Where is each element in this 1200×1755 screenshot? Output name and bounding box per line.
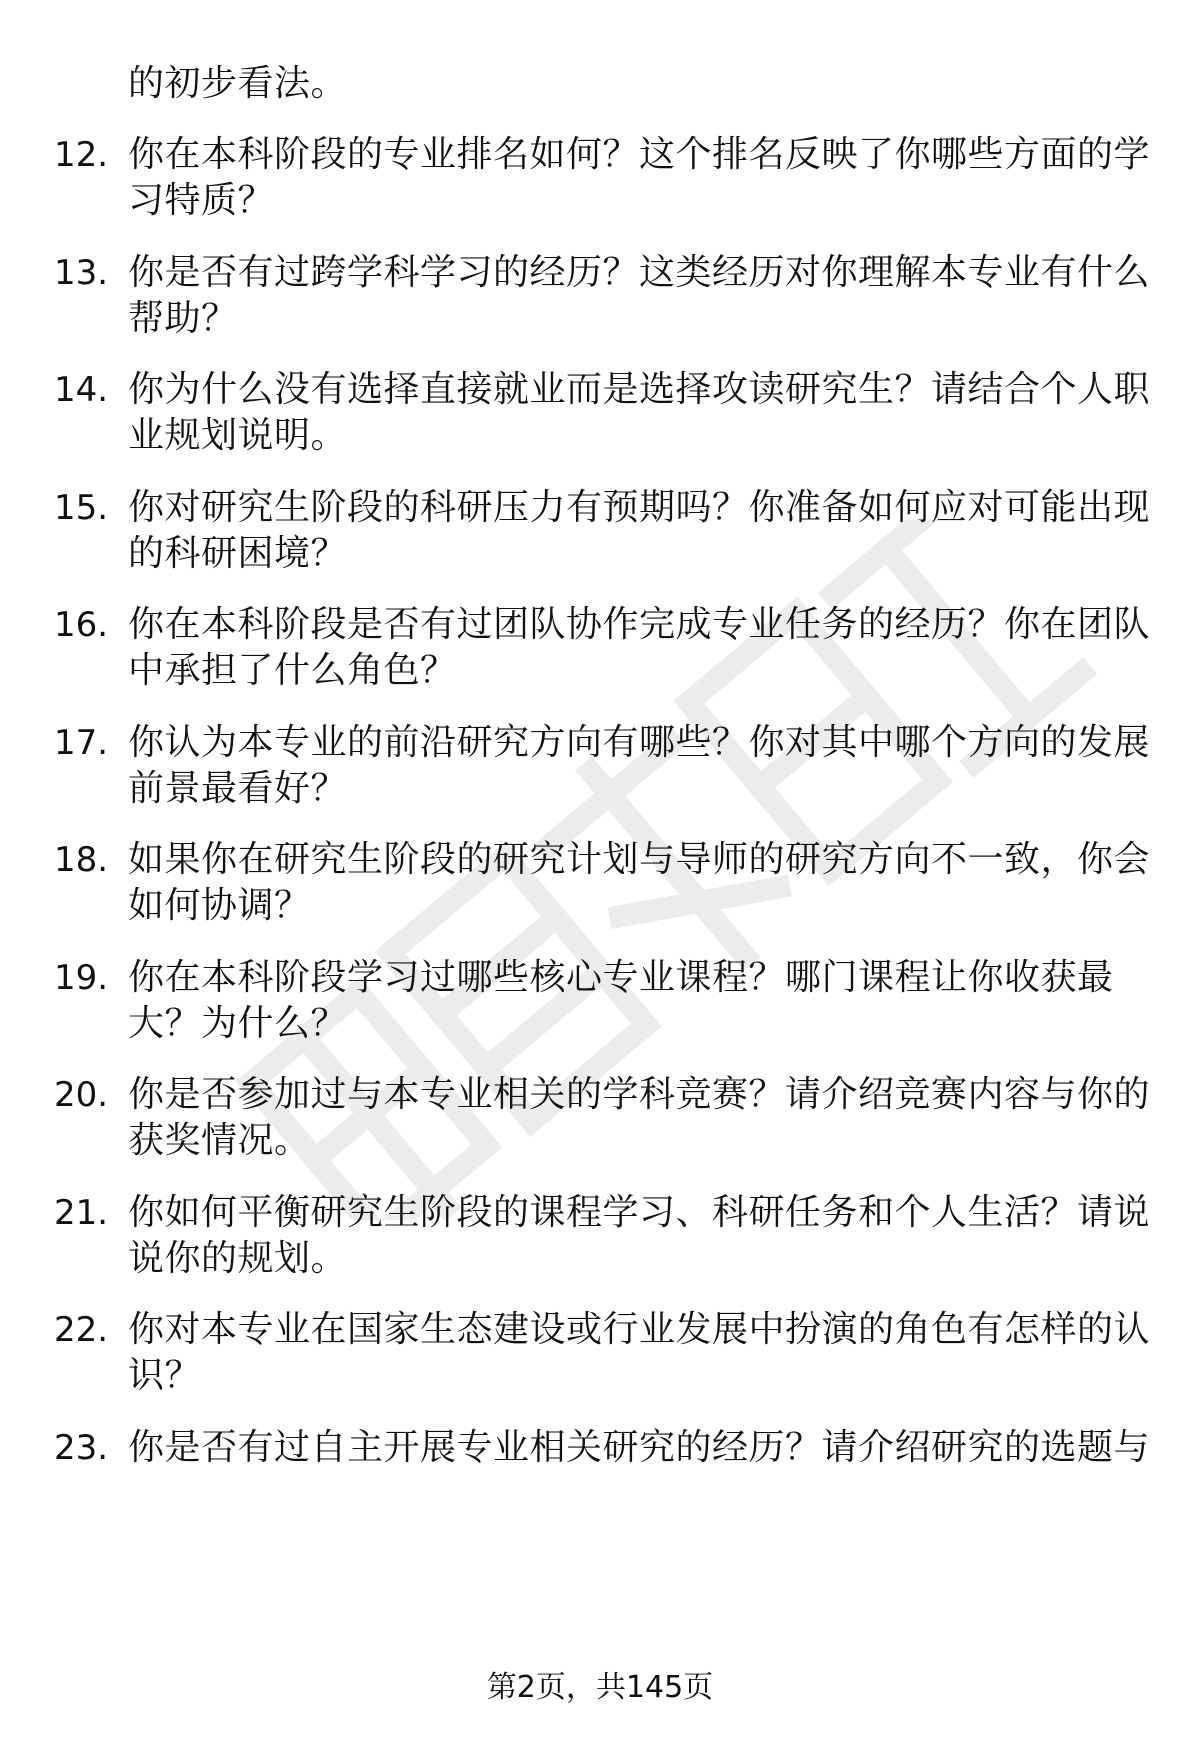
item-text-line: 你认为本专业的前沿研究方向有哪些？你对其中哪个方向的发展	[128, 722, 1151, 763]
item-number: 13.	[54, 253, 109, 293]
item-text-line: 大？为什么？	[128, 1003, 348, 1044]
item-number: 23.	[54, 1428, 109, 1468]
item-number: 12.	[54, 135, 109, 175]
item-number: 20.	[54, 1075, 109, 1115]
item-text-line: 你是否有过自主开展专业相关研究的经历？请介绍研究的选题与	[128, 1427, 1151, 1468]
item-text-line: 你如何平衡研究生阶段的课程学习、科研任务和个人生活？请说	[128, 1192, 1151, 1233]
item-text-line: 你是否参加过与本专业相关的学科竞赛？请介绍竞赛内容与你的	[128, 1074, 1151, 1115]
item-text-line: 说你的规划。	[128, 1238, 348, 1279]
item-text-line: 你为什么没有选择直接就业而是选择攻读研究生？请结合个人职	[128, 369, 1151, 410]
item-text-line: 你在本科阶段的专业排名如何？这个排名反映了你哪些方面的学	[128, 134, 1151, 175]
item-text-line: 如何协调？	[128, 885, 311, 926]
item-number: 19.	[54, 958, 109, 998]
item-number: 22.	[54, 1310, 109, 1350]
continuation-text: 的初步看法。	[128, 63, 348, 104]
item-text-line: 获奖情况。	[128, 1120, 311, 1161]
item-text-line: 如果你在研究生阶段的研究计划与导师的研究方向不一致，你会	[128, 839, 1151, 880]
item-text-line: 中承担了什么角色？	[128, 650, 457, 691]
item-number: 18.	[54, 840, 109, 880]
item-text-line: 你是否有过跨学科学习的经历？这类经历对你理解本专业有什么	[128, 252, 1151, 293]
item-number: 17.	[54, 723, 109, 763]
item-text-line: 帮助？	[128, 298, 238, 339]
item-number: 14.	[54, 370, 109, 410]
item-number: 16.	[54, 605, 109, 645]
item-text-line: 业规划说明。	[128, 415, 348, 456]
page-footer: 第2页，共145页	[486, 1670, 714, 1705]
item-text-line: 前景最看好？	[128, 768, 348, 809]
item-text-line: 的科研困境？	[128, 533, 348, 574]
item-number: 21.	[54, 1193, 109, 1233]
item-number: 15.	[54, 488, 109, 528]
item-text-line: 你对本专业在国家生态建设或行业发展中扮演的角色有怎样的认	[128, 1309, 1151, 1350]
item-text-line: 识？	[128, 1355, 202, 1396]
item-text-line: 你在本科阶段学习过哪些核心专业课程？哪门课程让你收获最	[128, 957, 1114, 998]
item-text-line: 习特质？	[128, 180, 275, 221]
item-text-line: 你对研究生阶段的科研压力有预期吗？你准备如何应对可能出现	[128, 487, 1151, 528]
item-text-line: 你在本科阶段是否有过团队协作完成专业任务的经历？你在团队	[128, 604, 1151, 645]
